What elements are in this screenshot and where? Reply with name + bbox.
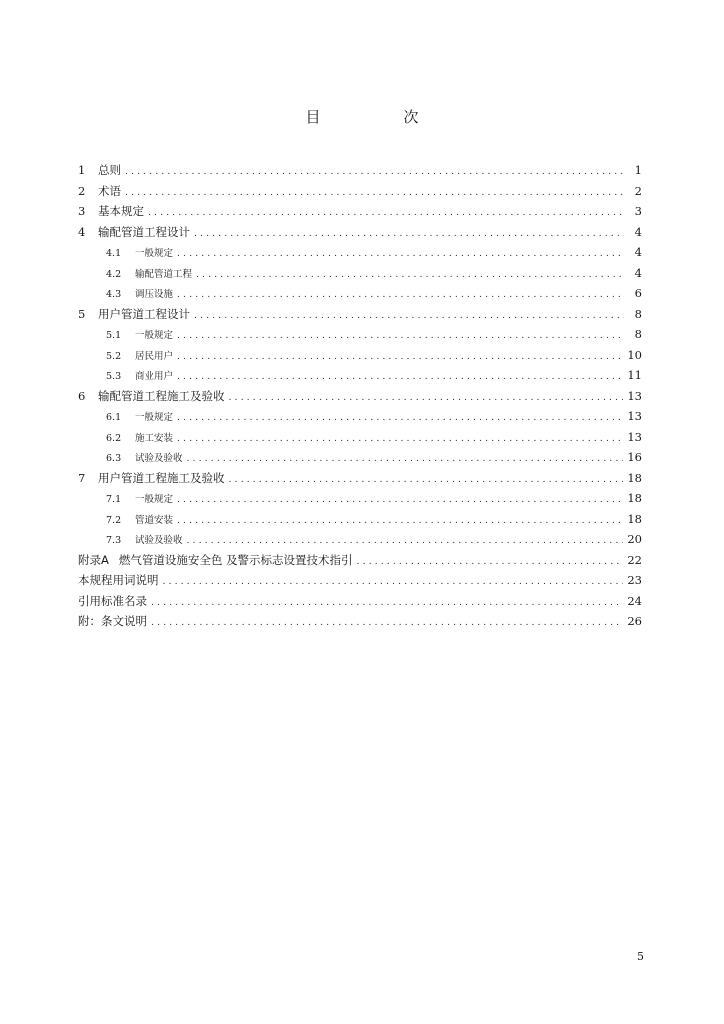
toc-entry-number: 7 (78, 470, 86, 485)
toc-entry-page: 18 (627, 470, 642, 485)
toc-entry-page: 2 (634, 183, 642, 198)
toc-entry-title: 管道安装 (135, 514, 174, 526)
toc-entry-number: 6.3 (106, 453, 122, 464)
toc-entry-page: 22 (627, 552, 642, 567)
toc-entry-number: 6.2 (106, 432, 122, 444)
toc-entry-number: 7.3 (106, 535, 122, 546)
toc-entry-number: 4.2 (106, 268, 122, 280)
table-of-contents (78, 160, 642, 632)
toc-entry-title: 总则 (98, 163, 121, 177)
toc-entry[interactable] (78, 181, 642, 202)
toc-entry[interactable] (78, 242, 642, 263)
toc-entry[interactable] (78, 550, 642, 571)
toc-dot-leader (177, 326, 624, 345)
toc-entry-page: 6 (634, 286, 642, 300)
toc-entry-page: 13 (627, 409, 642, 423)
toc-entry[interactable] (78, 324, 642, 345)
toc-entry[interactable] (78, 447, 642, 468)
toc-entry-page: 10 (627, 347, 642, 362)
toc-dot-leader (229, 470, 624, 489)
toc-dot-leader (229, 388, 624, 407)
toc-entry-number: 4.3 (106, 289, 122, 300)
toc-dot-leader (187, 449, 624, 468)
toc-entry-number: 4 (78, 224, 86, 239)
toc-entry-page: 8 (634, 306, 642, 321)
toc-dot-leader (177, 244, 624, 263)
toc-entry-number: 6.1 (106, 412, 122, 423)
toc-entry-number: 4.1 (106, 248, 122, 259)
toc-entry-number: 7.1 (106, 494, 122, 505)
toc-entry-title: 用户管道工程施工及验收 (98, 470, 225, 485)
toc-dot-leader (125, 183, 624, 202)
toc-dot-leader (163, 572, 624, 591)
toc-entry-page: 23 (627, 573, 642, 587)
toc-entry-page: 24 (627, 593, 642, 608)
toc-entry[interactable] (78, 283, 642, 304)
toc-entry[interactable] (78, 406, 642, 427)
toc-entry-title: 输配管道工程设计 (98, 224, 190, 239)
toc-entry-title: 一般规定 (135, 248, 174, 259)
toc-entry-page: 13 (627, 388, 642, 403)
toc-entry[interactable] (78, 201, 642, 222)
toc-entry-number: 5.3 (106, 371, 122, 382)
toc-entry[interactable] (78, 591, 642, 612)
toc-entry-title: 用户管道工程设计 (98, 306, 190, 321)
toc-entry-title: 一般规定 (135, 494, 174, 505)
toc-entry-title: 居民用户 (135, 350, 174, 362)
toc-dot-leader (148, 203, 624, 222)
toc-entry[interactable] (78, 386, 642, 407)
toc-entry-number: 5.1 (106, 330, 122, 341)
toc-entry[interactable] (78, 488, 642, 509)
toc-entry-page: 20 (627, 532, 642, 546)
toc-entry-title: 一般规定 (135, 330, 174, 341)
toc-dot-leader (187, 531, 624, 550)
toc-entry[interactable] (78, 365, 642, 386)
toc-dot-leader (177, 490, 623, 509)
toc-dot-leader (177, 367, 623, 386)
toc-entry[interactable] (78, 570, 642, 591)
page-title: 目 次 (305, 108, 453, 126)
toc-entry-title: 本规程用词说明 (78, 573, 159, 587)
toc-entry-number: 3 (78, 204, 86, 218)
toc-entry[interactable] (78, 427, 642, 448)
toc-entry[interactable] (78, 345, 642, 366)
toc-entry-title: 术语 (98, 183, 121, 198)
toc-entry-title: 商业用户 (135, 371, 174, 382)
toc-entry-title: 附：条文说明 (78, 614, 147, 628)
toc-entry-page: 26 (627, 614, 642, 628)
toc-dot-leader (177, 429, 623, 448)
toc-entry-number: 附录A (78, 552, 109, 567)
page-number: 5 (637, 950, 644, 963)
toc-dot-leader (194, 224, 624, 243)
toc-entry-title: 调压设施 (135, 289, 174, 300)
toc-entry-page: 4 (634, 245, 642, 259)
toc-entry-page: 4 (634, 265, 642, 280)
toc-entry-page: 4 (634, 224, 642, 239)
toc-entry-title: 输配管道工程施工及验收 (98, 388, 225, 403)
toc-entry-title: 一般规定 (135, 412, 174, 423)
toc-entry-title: 施工安装 (135, 432, 174, 444)
toc-entry-page: 16 (627, 450, 642, 464)
toc-entry-title: 引用标准名录 (78, 593, 147, 608)
toc-entry-number: 2 (78, 183, 86, 198)
toc-entry-page: 3 (634, 204, 642, 218)
toc-dot-leader (151, 613, 623, 632)
toc-entry-page: 18 (627, 491, 642, 505)
toc-entry[interactable] (78, 263, 642, 284)
toc-dot-leader (177, 285, 624, 304)
toc-entry[interactable] (78, 304, 642, 325)
toc-dot-leader (151, 593, 623, 612)
toc-entry-title: 试验及验收 (135, 535, 183, 546)
toc-entry[interactable] (78, 468, 642, 489)
toc-entry-title: 试验及验收 (135, 453, 183, 464)
toc-entry-title: 输配管道工程 (135, 268, 193, 280)
toc-dot-leader (177, 408, 623, 427)
toc-entry-title: 燃气管道设施安全色 及警示标志设置技术指引 (118, 552, 353, 567)
toc-entry-page: 11 (627, 368, 642, 382)
toc-entry-page: 18 (627, 511, 642, 526)
toc-dot-leader (194, 306, 624, 325)
toc-entry-page: 1 (634, 163, 642, 177)
toc-entry-number: 6 (78, 388, 86, 403)
toc-dot-leader (357, 552, 624, 571)
toc-entry[interactable] (78, 222, 642, 243)
toc-dot-leader (177, 511, 623, 530)
toc-entry-page: 13 (627, 429, 642, 444)
toc-entry[interactable] (78, 509, 642, 530)
toc-entry-title: 基本规定 (98, 204, 144, 218)
toc-dot-leader (196, 265, 624, 284)
toc-entry[interactable] (78, 160, 642, 181)
toc-dot-leader (125, 162, 624, 181)
toc-entry[interactable] (78, 529, 642, 550)
toc-entry-number: 5 (78, 306, 86, 321)
toc-entry-number: 7.2 (106, 514, 122, 526)
toc-entry-number: 5.2 (106, 350, 122, 362)
toc-entry[interactable] (78, 611, 642, 632)
toc-entry-number: 1 (78, 163, 86, 177)
toc-entry-page: 8 (634, 327, 642, 341)
toc-dot-leader (177, 347, 623, 366)
